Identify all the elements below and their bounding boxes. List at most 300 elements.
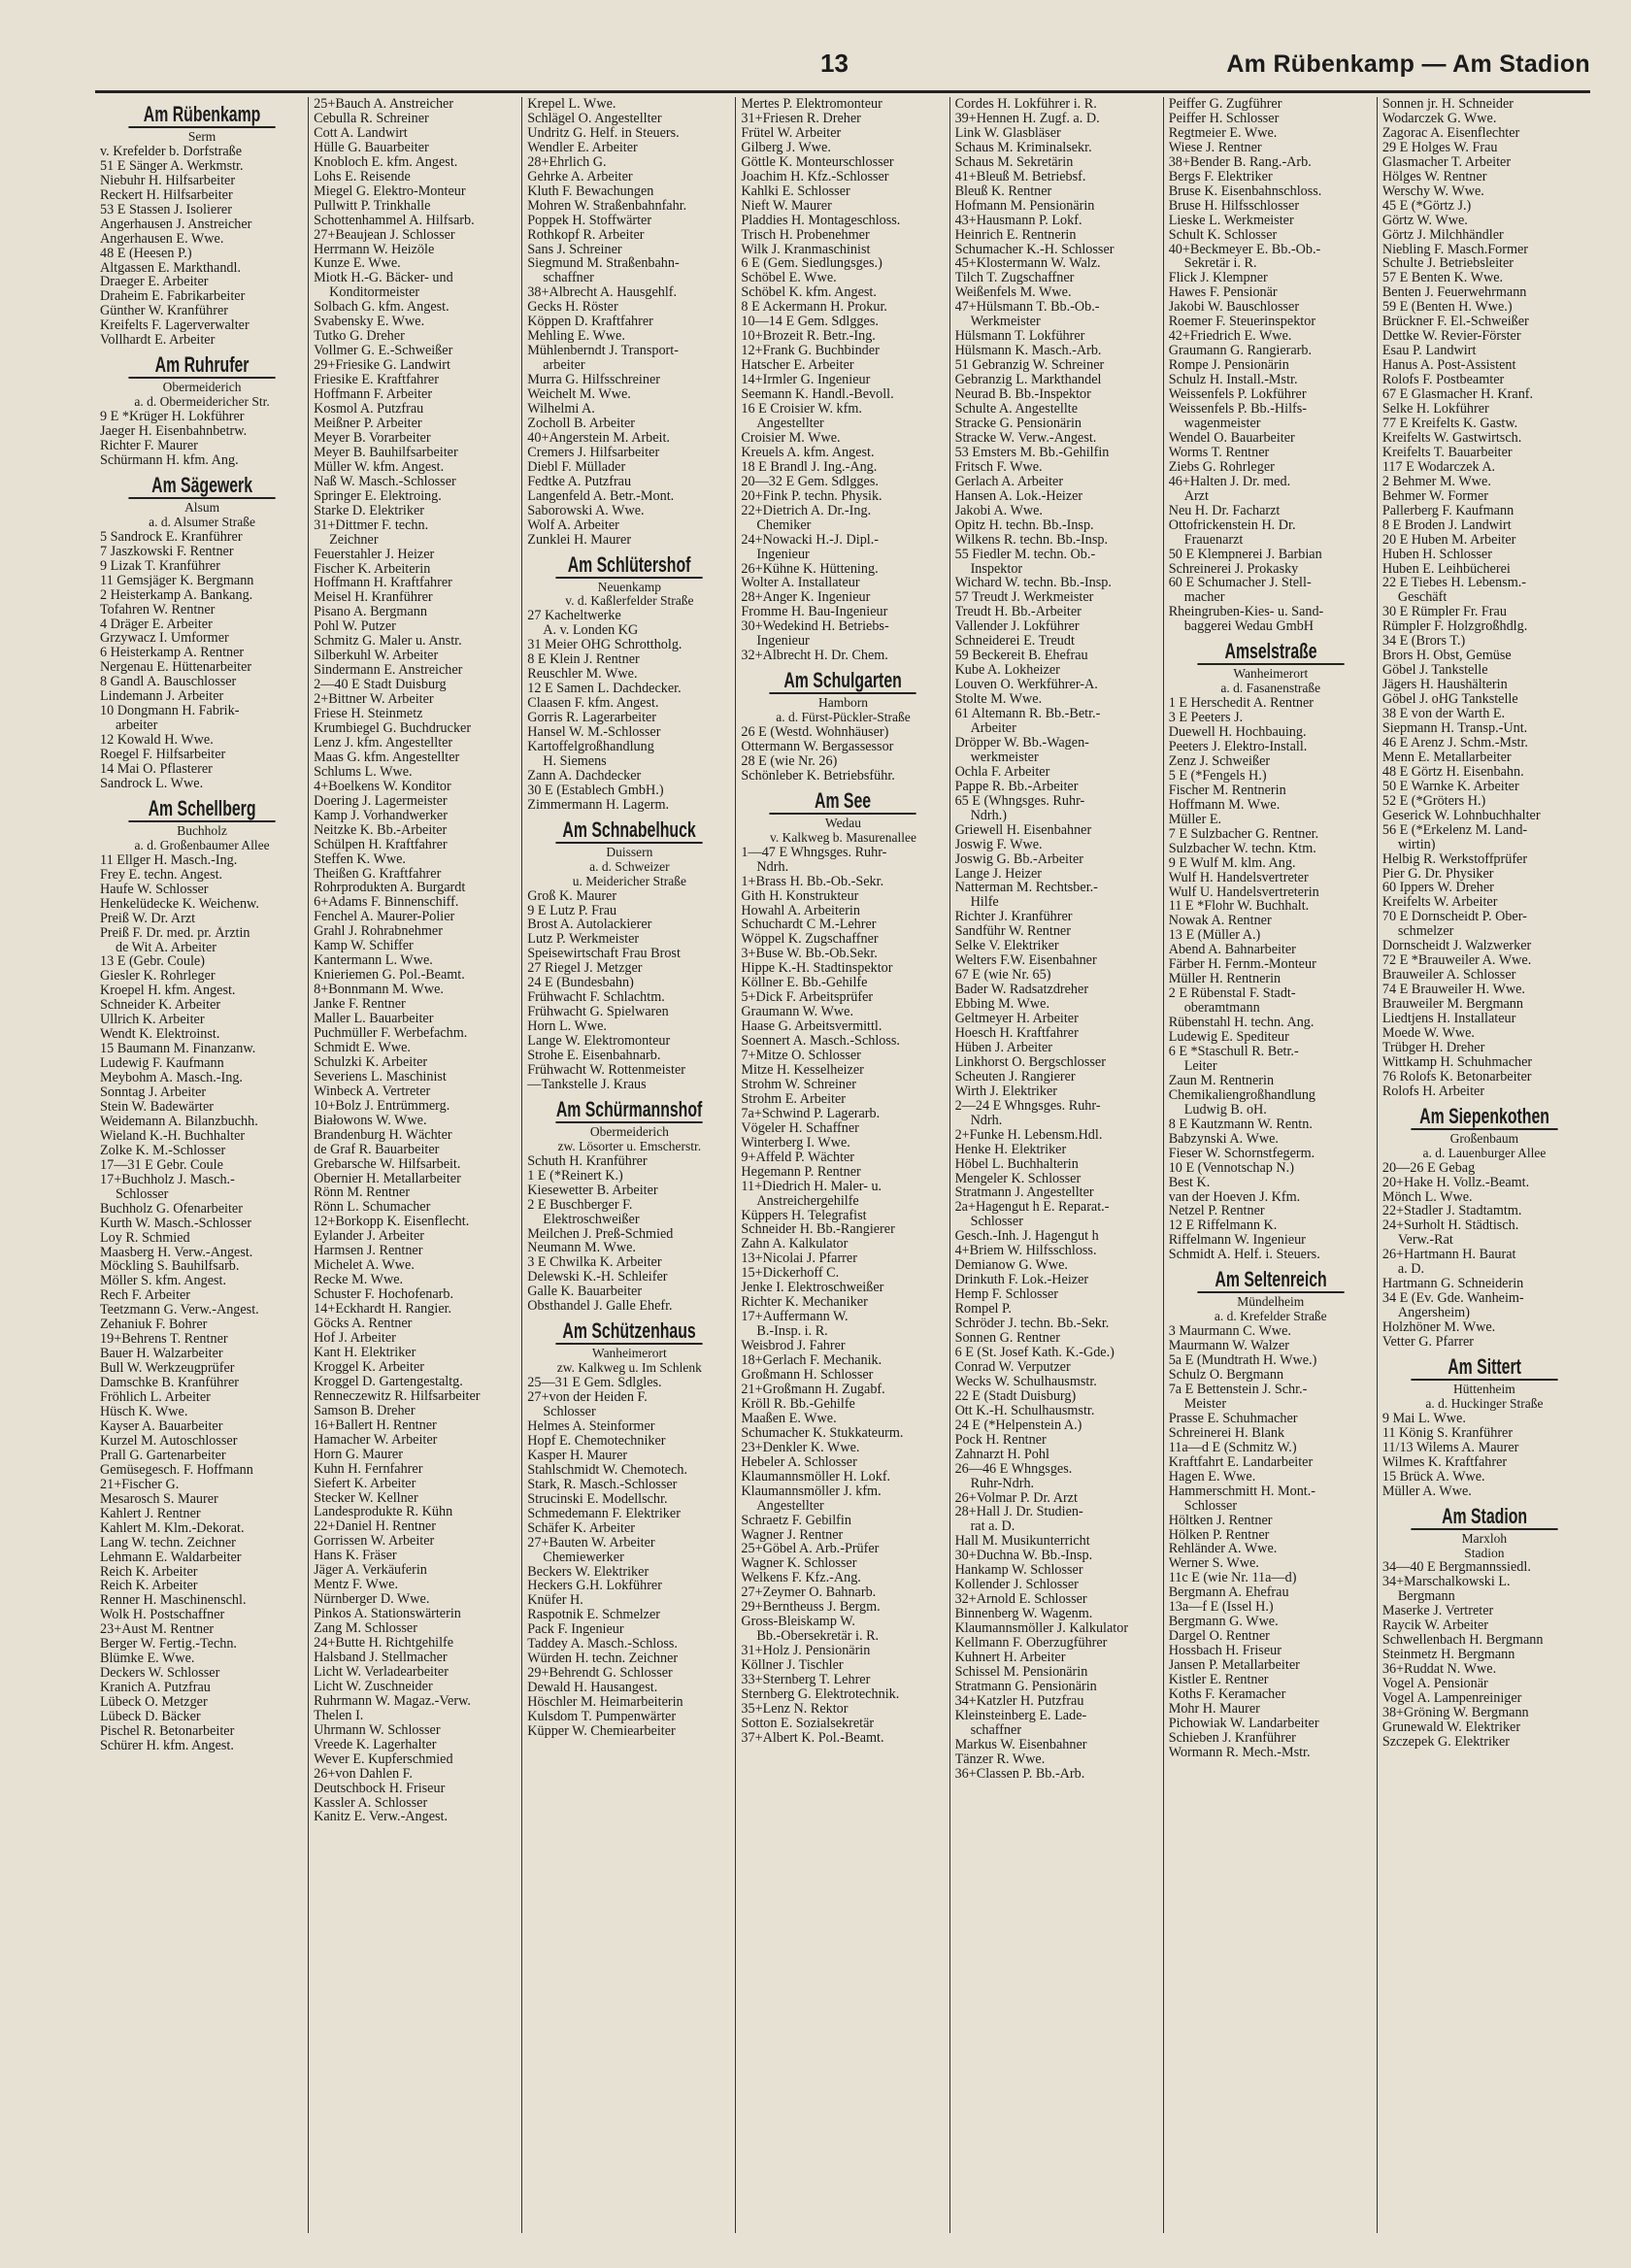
resident-entry: Mohren W. Straßenbahnfahr. [527,198,687,214]
resident-entry: Schissel M. Pensionärin [954,1664,1088,1680]
resident-entry: Schöbel E. Wwe. [741,271,837,286]
resident-entry: 65 E (Whngsges. Ruhr- [954,793,1085,809]
resident-entry: Rompe J. Pensionärin [1168,358,1289,374]
resident-entry: Horn L. Wwe. [527,1019,607,1035]
resident-entry: Wilhelmi A. [527,402,595,417]
entry-continuation: schmelzer [1397,924,1454,940]
resident-entry: Maserke J. Vertreter [1381,1604,1494,1619]
resident-entry: Rompel P. [954,1302,1012,1317]
resident-entry: 13 E (Gebr. Coule) [100,954,205,970]
resident-entry: Schmedemann F. Elektriker [527,1506,681,1521]
resident-entry: Kuhnert H. Arbeiter [954,1650,1066,1665]
resident-entry: Licht W. Verladearbeiter [314,1664,449,1680]
resident-entry: Hülle G. Bauarbeiter [314,140,429,155]
resident-entry: Schuth H. Kranführer [527,1153,648,1169]
resident-entry: Dewald H. Hausangest. [527,1681,658,1696]
resident-entry: Białowons W. Wwe. [314,1113,427,1128]
resident-entry: Pallerberg F. Kaufmann [1381,503,1514,518]
resident-entry: Müller A. Wwe. [1381,1484,1472,1499]
resident-entry: Jakobi W. Bauschlosser [1168,300,1300,316]
resident-entry: Richter F. Maurer [100,439,198,453]
resident-entry: Rheingruben-Kies- u. Sand- [1168,605,1324,620]
resident-entry: Dettke W. Revier-Förster [1381,329,1521,345]
resident-entry: Bauer H. Walzarbeiter [100,1347,223,1362]
entry-continuation: Schlosser [970,1215,1023,1230]
resident-entry: Pock H. Rentner [954,1432,1047,1448]
resident-entry: Wolf A. Arbeiter [527,517,619,533]
resident-entry: 29+Berntheuss J. Bergm. [741,1600,881,1616]
resident-entry: Schmidt E. Wwe. [314,1040,411,1055]
resident-entry: Bull W. Werkzeugprüfer [100,1361,235,1377]
resident-entry: 9 Lizak T. Kranführer [100,558,220,574]
resident-entry: 10 Dongmann H. Fabrik- [100,704,240,719]
resident-entry: Scheuten J. Rangierer [954,1069,1076,1084]
resident-entry: Galle K. Bauarbeiter [527,1284,643,1300]
entry-continuation: Ruhr-Ndrh. [970,1476,1035,1491]
resident-entry: Lieske L. Werkmeister [1168,213,1294,228]
resident-entry: Selke H. Lokführer [1381,402,1489,417]
resident-entry: Mohr H. Maurer [1168,1701,1260,1717]
entry-continuation: Angestellter [756,416,824,431]
resident-entry: 67 E Glasmacher H. Kranf. [1381,387,1534,403]
resident-entry: Schlägel O. Angestellter [527,111,662,126]
resident-entry: Kreifelts W. Arbeiter [1381,895,1498,911]
street-heading: Am Sittert [1411,1357,1557,1381]
resident-entry: 23+Aust M. Rentner [100,1622,215,1638]
resident-entry: Schottenhammel A. Hilfsarb. [314,213,475,228]
resident-entry: Hammerschmitt H. Mont.- [1168,1484,1316,1499]
resident-entry: Knieriemen G. Pol.-Beamt. [314,968,465,984]
resident-entry: Friese H. Steinmetz [314,707,423,721]
resident-entry: 2 E Buschberger F. [527,1197,633,1213]
resident-entry: Griewell H. Eisenbahner [954,822,1092,838]
resident-entry: Peiffer H. Schlosser [1168,111,1280,126]
resident-entry: Günther W. Kranführer [100,304,228,319]
resident-entry: Hall M. Musikunterricht [954,1534,1090,1550]
resident-entry: 24+Nowacki H.-J. Dipl.- [741,532,879,548]
resident-entry: Hofmann M. Pensionärin [954,198,1095,214]
resident-entry: 34+Katzler H. Putzfrau [954,1693,1084,1709]
resident-entry: Gorris R. Lagerarbeiter [527,711,657,726]
resident-entry: 1 E (*Reinert K.) [527,1168,623,1184]
district-line: Marxloh [1461,1531,1508,1546]
resident-entry: Görtz W. Wwe. [1381,213,1468,228]
resident-entry: Hülsmann K. Masch.-Arb. [954,344,1102,359]
resident-entry: 12+Frank G. Buchbinder [741,344,880,359]
resident-entry: Beckers W. Elektriker [527,1564,649,1580]
resident-entry: Küpper W. Chemiearbeiter [527,1723,676,1739]
entry-continuation: Arzt [1183,488,1209,504]
resident-entry: Moede W. Wwe. [1381,1026,1475,1041]
resident-entry: Feuerstahler J. Heizer [314,547,435,562]
resident-entry: Wendel O. Bauarbeiter [1168,430,1295,446]
resident-entry: Miotk H.-G. Bäcker- und [314,271,453,286]
resident-entry: Rolofs H. Arbeiter [1381,1084,1485,1099]
resident-entry: 13+Nicolai J. Pfarrer [741,1251,857,1267]
resident-entry: Nürnberger D. Wwe. [314,1592,430,1608]
resident-entry: Pischel R. Betonarbeiter [100,1723,235,1739]
resident-entry: Schulzki K. Arbeiter [314,1054,428,1070]
resident-entry: Altgassen E. Markthandl. [100,260,241,276]
resident-entry: Neumann M. Wwe. [527,1241,636,1256]
resident-entry: Glasmacher T. Arbeiter [1381,154,1512,170]
resident-entry: 38+Gröning W. Bergmann [1381,1705,1529,1720]
resident-entry: Tänzer R. Wwe. [954,1751,1046,1767]
resident-entry: Draeger E. Arbeiter [100,275,209,290]
resident-entry: Kroggel D. Gartengestaltg. [314,1374,463,1389]
resident-entry: 46 E Arenz J. Schm.-Mstr. [1381,735,1528,750]
resident-entry: Kroepel H. kfm. Angest. [100,984,236,999]
resident-entry: Gilberg J. Wwe. [741,140,831,155]
resident-entry: Strohm W. Schreiner [741,1077,857,1092]
resident-entry: 26+von Dahlen F. [314,1766,413,1782]
resident-entry: Niebling F. Masch.Former [1381,242,1529,257]
resident-entry: Rümpler F. Holzgroßhdlg. [1381,619,1528,635]
resident-entry: Mengeler K. Schlosser [954,1171,1082,1186]
resident-entry: Schreinerei J. Prokasky [1168,561,1299,577]
resident-entry: Landesprodukte R. Kühn [314,1505,453,1520]
header-rule [95,90,1590,93]
resident-entry: 7+Mitze O. Schlosser [741,1049,861,1063]
resident-entry: Link W. Glasbläser [954,125,1061,141]
resident-entry: 1—47 E Whngsges. Ruhr- [741,845,887,860]
resident-entry: Schmitz G. Maler u. Anstr. [314,634,462,650]
resident-entry: 22 E (Stadt Duisburg) [954,1388,1077,1404]
entry-continuation: de Wit A. Arbeiter [116,940,216,955]
resident-entry: Kant H. Elektriker [314,1345,416,1360]
resident-entry: Stratmann J. Angestellter [954,1185,1094,1201]
resident-entry: Liedtjens H. Installateur [1381,1012,1516,1026]
resident-entry: 27+Zeymer O. Bahnarb. [741,1585,877,1601]
resident-entry: Winterberg I. Wwe. [741,1135,850,1151]
district-line: Mündelheim [1237,1295,1305,1310]
resident-entry: Diebl F. Müllader [527,459,626,475]
resident-entry: 1 E Herschedit A. Rentner [1168,696,1315,712]
resident-entry: Kassler A. Schlosser [314,1795,428,1811]
resident-entry: 8 E Broden J. Landwirt [1381,517,1512,533]
resident-entry: Kahlert J. Rentner [100,1506,201,1521]
entry-continuation: Ingenieur [756,547,810,562]
resident-entry: Kranich A. Putzfrau [100,1681,211,1696]
resident-entry: Naß W. Masch.-Schlosser [314,474,456,489]
resident-entry: Grebarsche W. Hilfsarbeit. [314,1156,461,1172]
resident-entry: Schuchardt C M.-Lehrer [741,917,877,933]
resident-entry: 2 Heisterkamp A. Bankang. [100,587,253,603]
resident-entry: 1+Brass H. Bb.-Ob.-Sekr. [741,874,884,889]
resident-entry: 11 König S. Kranführer [1381,1425,1514,1441]
resident-entry: Cott A. Landwirt [314,125,408,141]
resident-entry: Kroggel K. Arbeiter [314,1359,425,1375]
resident-entry: Siegmund M. Straßenbahn- [527,256,680,272]
resident-entry: Rübenstahl H. techn. Ang. [1168,1016,1315,1031]
resident-entry: 67 E (wie Nr. 65) [954,968,1051,984]
resident-entry: Esau P. Landwirt [1381,344,1477,359]
resident-entry: Huben E. Leihbücherei [1381,561,1511,577]
resident-entry: Brandenburg H. Wächter [314,1127,452,1143]
resident-entry: Schulte J. Betriebsleiter [1381,256,1514,272]
entry-continuation: Konditormeister [329,285,420,301]
directory-column [95,97,309,2233]
resident-entry: Halsband J. Stellmacher [314,1650,448,1665]
entry-continuation: schaffner [543,271,594,286]
resident-entry: Speisewirtschaft Frau Brost [527,947,681,962]
resident-entry: Schneider K. Arbeiter [100,998,221,1014]
resident-entry: Hans K. Fräser [314,1549,397,1564]
entry-continuation: Bb.-Obersekretär i. R. [756,1629,880,1645]
entry-continuation: Frauenarzt [1183,532,1244,548]
resident-entry: 76 Rolofs K. Betonarbeiter [1381,1069,1532,1084]
resident-entry: Müller H. Rentnerin [1168,972,1282,987]
resident-entry: Schwellenbach H. Bergmann [1381,1633,1544,1649]
resident-entry: 26+Volmar P. Dr. Arzt [954,1490,1078,1506]
district-line: Obermeiderich [589,1124,669,1139]
resident-entry: 38+Albrecht A. Hausgehlf. [527,285,678,301]
resident-entry: Ludewig F. Kaufmann [100,1056,224,1072]
resident-entry: Hülsmann T. Lokführer [954,329,1085,345]
resident-entry: Riffelmann W. Ingenieur [1168,1233,1306,1249]
resident-entry: Ziebs G. Rohrleger [1168,459,1275,475]
resident-entry: Gross-Bleiskamp W. [741,1615,855,1630]
resident-entry: Rohrprodukten A. Burgardt [314,881,466,896]
resident-entry: Kamp W. Schiffer [314,939,414,954]
resident-entry: 22 E Tiebes H. Lebensm.- [1381,576,1527,591]
resident-entry: Delewski K.-H. Schleifer [527,1270,668,1285]
resident-entry: 34+Marschalkowski L. [1381,1575,1511,1590]
resident-entry: Vetter G. Pfarrer [1381,1335,1474,1351]
resident-entry: 33+Sternberg T. Lehrer [741,1673,871,1687]
resident-entry: Natterman M. Rechtsber.- [954,881,1098,896]
resident-entry: Fenchel A. Maurer-Polier [314,910,455,925]
directory-column [1164,97,1378,2233]
entry-continuation: Hilfe [970,895,999,911]
resident-entry: Sulzbacher W. techn. Ktm. [1168,841,1316,856]
resident-entry: 14+Irmler G. Ingenieur [741,373,871,388]
resident-entry: Knobloch E. kfm. Angest. [314,154,458,170]
resident-entry: Hölges W. Rentner [1381,169,1487,184]
resident-entry: Schäfer K. Arbeiter [527,1520,635,1536]
resident-entry: Raspotnik E. Schmelzer [527,1608,661,1623]
resident-entry: Sonnen jr. H. Schneider [1381,97,1514,112]
resident-entry: Ruhrmann W. Magaz.-Verw. [314,1693,471,1709]
district-line: a. d. Obermeidericher Str. [134,395,270,410]
resident-entry: Würden H. techn. Zeichner [527,1651,679,1667]
resident-entry: Vogel A. Lampenreiniger [1381,1691,1522,1706]
resident-entry: 43+Hausmann P. Lokf. [954,213,1082,228]
resident-entry: Angerhausen J. Anstreicher [100,217,252,232]
resident-entry: Maaßen E. Wwe. [741,1411,837,1426]
resident-entry: Wittkamp H. Schuhmacher [1381,1054,1533,1070]
resident-entry: Wöppel K. Zugschaffner [741,932,879,948]
resident-entry: Geltmeyer H. Arbeiter [954,1012,1079,1026]
resident-entry: Lenz J. kfm. Angestellter [314,735,453,750]
resident-entry: Köllner J. Tischler [741,1658,844,1674]
resident-entry: Lehmann E. Waldarbeiter [100,1550,242,1565]
resident-entry: Janke F. Rentner [314,997,406,1013]
resident-entry: 38+Bender B. Rang.-Arb. [1168,154,1312,170]
resident-entry: 8 Gandl A. Bauschlosser [100,675,237,690]
street-heading: Am Sägewerk [128,476,275,499]
resident-entry: 60 E Schumacher J. Stell- [1168,576,1312,591]
resident-entry: 45+Klostermann W. Walz. [954,256,1101,272]
resident-entry: Graumann W. Wwe. [741,1005,853,1020]
resident-entry: Rothkopf R. Arbeiter [527,227,645,243]
resident-entry: 2—24 E Whngsges. Ruhr- [954,1098,1101,1114]
resident-entry: Wendler E. Arbeiter [527,140,638,155]
resident-entry: Worms T. Rentner [1168,445,1270,460]
resident-entry: Vreede K. Lagerhalter [314,1737,437,1752]
street-heading: Am Schulgarten [770,671,916,694]
resident-entry: Harmsen J. Rentner [314,1244,423,1259]
resident-entry: Schürmann H. kfm. Ang. [100,452,239,468]
resident-entry: 9+Affeld P. Wächter [741,1150,855,1165]
resident-entry: Vallender J. Lokführer [954,619,1080,635]
resident-entry: Fritsch F. Wwe. [954,459,1043,475]
resident-entry: Stahlschmidt W. Chemotech. [527,1462,688,1478]
resident-entry: Vollhardt E. Arbeiter [100,333,216,349]
resident-entry: Klaumannsmöller J. Kalkulator [954,1621,1129,1637]
resident-entry: Fieser W. Schornstfegerm. [1168,1146,1315,1161]
resident-entry: Reuschler M. Wwe. [527,667,638,683]
resident-entry: Mertes P. Elektromonteur [741,97,882,112]
resident-entry: 12+Borkopp K. Eisenflecht. [314,1215,470,1230]
resident-entry: Regtmeier E. Wwe. [1168,125,1278,141]
resident-entry: Ullrich K. Arbeiter [100,1013,205,1028]
resident-entry: Gehrke A. Arbeiter [527,169,633,184]
resident-entry: 11 E *Flohr W. Buchhalt. [1168,899,1310,915]
resident-entry: Hoffmann F. Arbeiter [314,387,433,403]
resident-entry: Pisano A. Bergmann [314,605,427,620]
resident-entry: Kantermann L. Wwe. [314,953,433,969]
resident-entry: 3+Buse W. Bb.-Ob.Sekr. [741,947,878,962]
resident-entry: Ott K.-H. Schulhausmstr. [954,1403,1095,1418]
resident-entry: Lohs E. Reisende [314,169,411,184]
resident-entry: Springer E. Elektroing. [314,488,442,504]
resident-entry: 7 Jaszkowski F. Rentner [100,544,234,559]
resident-entry: Jenke I. Elektroschweißer [741,1281,884,1296]
resident-entry: 29+Behrendt G. Schlosser [527,1666,673,1682]
resident-entry: 11a—d E (Schmitz W.) [1168,1440,1297,1455]
resident-entry: Zocholl B. Arbeiter [527,416,635,431]
resident-entry: Kahlki E. Schlosser [741,183,850,199]
entry-continuation: Verw.-Rat [1397,1233,1453,1249]
resident-entry: Brückner F. El.-Schweißer [1381,315,1529,330]
resident-entry: Michelet A. Wwe. [314,1258,415,1274]
resident-entry: Helbig R. Werkstoffprüfer [1381,851,1528,867]
directory-column [522,97,736,2233]
resident-entry: Gith H. Konstrukteur [741,888,859,904]
resident-entry: 27 Kacheltwerke [527,609,621,624]
resident-entry: Schneiderei E. Treudt [954,634,1075,650]
resident-entry: Cebulla R. Schreiner [314,111,429,126]
entry-continuation: Angestellter [756,1498,824,1514]
resident-entry: 23+Denkler K. Wwe. [741,1440,860,1455]
entry-continuation: werkmeister [970,750,1039,765]
resident-entry: Meybohm A. Masch.-Ing. [100,1071,243,1086]
district-line: Obermeiderich [162,381,242,395]
directory-columns [95,97,1590,2233]
resident-entry: Hansel W. M.-Schlosser [527,725,661,740]
resident-entry: Fischer K. Arbeiterin [314,561,431,577]
resident-entry: 5 Sandrock E. Kranführer [100,529,243,545]
resident-entry: 29+Friesike G. Landwirt [314,358,450,374]
resident-entry: Peeters J. Elektro-Install. [1168,739,1308,754]
resident-entry: Duewell H. Hochbauing. [1168,725,1307,740]
resident-entry: 57 E Benten K. Wwe. [1381,271,1504,286]
resident-entry: Stolte M. Wwe. [954,692,1043,708]
resident-entry: Ochla F. Arbeiter [954,764,1050,780]
street-heading: Am Schlütershof [556,555,703,579]
entry-continuation: Schlosser [116,1186,169,1202]
resident-entry: 47+Hülsmann T. Bb.-Ob.- [954,300,1100,316]
resident-entry: Großmann H. Schlosser [741,1368,874,1383]
resident-entry: Selke V. Elektriker [954,939,1059,954]
resident-entry: Höbel L. Buchhalterin [954,1156,1079,1172]
resident-entry: Hawes F. Pensionär [1168,285,1278,301]
resident-entry: Roemer F. Steuerinspektor [1168,315,1316,330]
resident-entry: Herrmann W. Heizöle [314,242,435,257]
resident-entry: Babzynski A. Wwe. [1168,1131,1279,1147]
resident-entry: 20+Hake H. Vollz.-Beamt. [1381,1175,1530,1190]
resident-entry: Schraetz F. Gebilfin [741,1513,851,1528]
resident-entry: 46+Halten J. Dr. med. [1168,474,1291,489]
resident-entry: Strohe E. Eisenbahnarb. [527,1049,661,1063]
resident-entry: 28+Ehrlich G. [527,154,607,170]
resident-entry: Sandrock L. Wwe. [100,776,204,791]
resident-entry: Köppen D. Kraftfahrer [527,315,653,330]
resident-entry: 36+Ruddat N. Wwe. [1381,1662,1497,1678]
resident-entry: 3 E Chwilka K. Arbeiter [527,1255,662,1271]
street-heading: Am Schnabelhuck [556,820,703,844]
resident-entry: 30 E Rümpler Fr. Frau [1381,605,1507,620]
resident-entry: Meißner P. Arbeiter [314,416,422,431]
resident-entry: 10+Bolz J. Entrümmerg. [314,1098,450,1114]
resident-entry: Grunewald W. Elektriker [1381,1719,1521,1735]
resident-entry: Kartoffelgroßhandlung [527,739,654,754]
resident-entry: 30 E (Establech GmbH.) [527,783,664,798]
resident-entry: 8 E Kautzmann W. Rentn. [1168,1117,1313,1132]
resident-entry: Siepmann H. Transp.-Unt. [1381,720,1528,736]
resident-entry: Vollmer G. E.-Schweißer [314,344,453,359]
resident-entry: Sandführ W. Rentner [954,924,1071,940]
resident-entry: Kellmann F. Oberzugführer [954,1636,1108,1651]
resident-entry: 20+Fink P. techn. Physik. [741,488,882,504]
resident-entry: 21+Großmann H. Zugabf. [741,1382,885,1397]
resident-entry: Wulf U. Handelsvertreterin [1168,884,1319,900]
resident-entry: Menn E. Metallarbeiter [1381,750,1512,765]
resident-entry: Gorrissen W. Arbeiter [314,1534,435,1550]
resident-entry: 25+Bauch A. Anstreicher [314,97,454,112]
resident-entry: 31+Friesen R. Dreher [741,111,861,126]
resident-entry: Demianow G. Wwe. [954,1258,1068,1274]
resident-entry: Damschke B. Kranführer [100,1376,240,1391]
resident-entry: Stracke W. Verw.-Angest. [954,430,1097,446]
district-line: a. d. Schweizer [589,859,670,874]
entry-continuation: Geschäft [1397,590,1448,606]
resident-entry: 53 Emsters M. Bb.-Gehilfin [954,445,1110,460]
resident-entry: Huben H. Schlosser [1381,547,1492,562]
district-line: a. d. Großenbaumer Allee [134,838,270,852]
resident-entry: Stratmann G. Pensionärin [954,1679,1097,1694]
resident-entry: Neitzke K. Bb.-Arbeiter [314,822,448,838]
resident-entry: Buchholz G. Ofenarbeiter [100,1201,243,1217]
resident-entry: Drinkuth F. Lok.-Heizer [954,1273,1089,1288]
resident-entry: Peiffer G. Zugführer [1168,97,1282,112]
district-line: v. Kalkweg b. Masurenallee [770,830,916,845]
resident-entry: Kube A. Lokheizer [954,663,1060,679]
resident-entry: Schuster F. Hochofenarb. [314,1287,453,1303]
resident-entry: Jaeger H. Eisenbahnbetrw. [100,424,248,440]
resident-entry: 16+Ballert H. Rentner [314,1418,437,1433]
